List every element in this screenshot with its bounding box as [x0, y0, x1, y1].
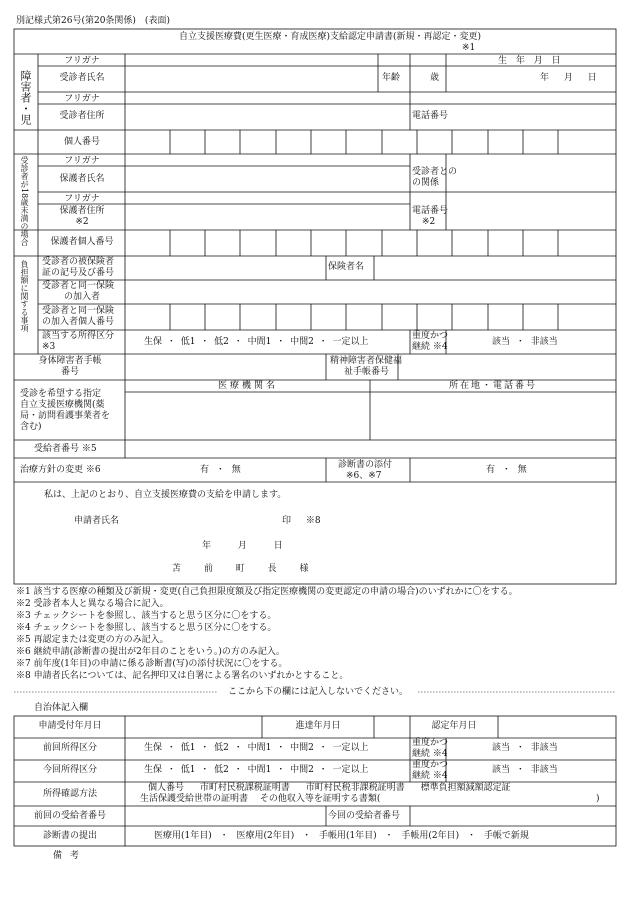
institution-label-line4: 含む)	[20, 422, 42, 432]
previous-income-options[interactable]: 生保 ・ 低1 ・ 低2 ・ 中間1 ・ 中間2 ・ 一定以上	[144, 743, 369, 753]
note-5: ※5 再認定または変更の方のみ記入。	[16, 635, 169, 645]
note-6: ※6 継続申請(診断書の提出が2年目のことをいう。)の方のみ記入。	[16, 647, 285, 657]
burden-section-label: 負担額に関する事項	[20, 260, 29, 332]
guardian-section-label: 受診者が18歳未満の場合	[20, 156, 29, 247]
relation-label-line1: 受診者との	[412, 167, 458, 177]
curr-severe-options[interactable]: 該当 ・ 非該当	[492, 765, 558, 775]
application-date-label: 申請受付年月日	[38, 721, 102, 731]
income-class-label-line1: 該当する所得区分	[42, 331, 115, 341]
note-4: ※4 チェックシートを参照し、該当すると思う区分に〇をする。	[16, 623, 277, 633]
applicant-name-label: 申請者氏名	[74, 516, 120, 526]
cut-line-label: ここから下の欄には記入しないでください。	[227, 687, 409, 697]
patient-address-furigana-label: フリガナ	[64, 94, 100, 104]
guardian-name-label: 保護者氏名	[59, 174, 105, 184]
institution-label-line3: 局・訪問看護事業者を	[20, 411, 111, 421]
curr-severe-label-line1: 重度かつ	[412, 760, 449, 770]
form-title: 自立支援医療費(更生医療・育成医療)支給認定申請書(新規・再認定・変更)	[178, 32, 482, 42]
prev-severe-label-line2: 継続 ※4	[412, 749, 448, 759]
municipal-section-title: 自治体記入欄	[34, 703, 89, 713]
same-insurance-label-line2: の加入者	[63, 292, 101, 302]
physical-disability-label-line1: 身体障害者手帳	[38, 356, 102, 366]
insurance-symbol-label-line1: 受診者の被保険者	[42, 257, 115, 267]
institution-label-line1: 受診を希望する指定	[20, 389, 102, 399]
insurance-symbol-label-line2: 証の記号及び番号	[42, 268, 115, 278]
guardian-address-furigana-label: フリガナ	[64, 194, 100, 204]
mental-disability-label-line1: 精神障害者保健福	[330, 356, 403, 366]
insurer-name-label: 保険者名	[328, 262, 365, 272]
seal-label: 印 ※8	[282, 516, 321, 526]
guardian-address-label: 保護者住所	[59, 206, 105, 216]
note-8: ※8 申請者氏名については、記名押印又は自署による署名のいずれかとすること。	[16, 671, 349, 681]
patient-section-label: 障害者・児	[19, 70, 32, 125]
physical-disability-label-line2: 番号	[60, 367, 80, 377]
mental-disability-label-line2: 祉手帳番号	[344, 367, 390, 377]
income-confirm-label: 所得確認方法	[42, 789, 98, 799]
income-confirm-close-paren: )	[596, 794, 600, 804]
current-recipient-number-label: 今回の受給者番号	[328, 811, 401, 821]
patient-address-label: 受診者住所	[59, 111, 105, 121]
institution-address-header: 所在地・電話番号	[448, 381, 538, 391]
application-statement: 私は、上記のとおり、自立支援医療費の支給を申請します。	[44, 490, 287, 500]
phone-label: 電話番号	[412, 111, 449, 121]
treatment-policy-label: 治療方針の変更 ※6	[20, 465, 101, 475]
current-income-label: 今回所得区分	[42, 765, 98, 775]
progress-date-label: 進達年月日	[295, 721, 341, 731]
note-2: ※2 受診者本人と異なる場合に記入。	[16, 599, 169, 609]
mayor-label: 苫 前 町 長 様	[172, 564, 309, 574]
birth-date-label: 生 年 月 日	[498, 56, 561, 66]
title-note-mark: ※1	[462, 43, 476, 53]
birth-date-slots: 年 月 日	[540, 73, 597, 83]
remarks-label: 備考	[52, 851, 88, 861]
diagnosis-attach-label-line1: 診断書の添付	[338, 460, 393, 470]
previous-recipient-number-label: 前回の受給者番号	[33, 811, 107, 821]
diagnosis-attach-label-line2: ※6、※7	[346, 471, 382, 481]
same-insurance-label-line1: 受診者と同一保険	[42, 281, 115, 291]
income-confirm-options-line1[interactable]: 個人番号 市町村民税課税証明書 市町村民税非課税証明書 標準負担額減額認定証	[148, 783, 511, 793]
previous-income-label: 前回所得区分	[42, 743, 98, 753]
severe-continuous-label-line2: 継続 ※4	[412, 342, 448, 352]
guardian-address-note: ※2	[75, 217, 89, 227]
prev-severe-label-line1: 重度かつ	[412, 738, 449, 748]
patient-furigana-label: フリガナ	[64, 56, 100, 66]
approval-date-label: 認定年月日	[431, 721, 477, 731]
relation-label-line2: の関係	[412, 178, 440, 188]
guardian-phone-note: ※2	[422, 217, 436, 227]
recipient-number-label: 受給者番号 ※5	[34, 444, 97, 454]
age-unit-label: 歳	[430, 73, 440, 83]
diagnosis-submission-options[interactable]: 医療用(1年目) ・ 医療用(2年目) ・ 手帳用(1年目) ・ 手帳用(2年目) ・ 手帳で新規	[154, 831, 529, 841]
treatment-policy-options[interactable]: 有 ・ 無	[200, 465, 241, 475]
institution-label-line2: 自立支援医療機関(薬	[20, 400, 105, 410]
same-insurance-number-label-line1: 受診者と同一保険	[42, 306, 115, 316]
note-7: ※7 前年度(1年目)の申請に係る診断書(写)の添付状況に〇をする。	[16, 659, 288, 669]
income-class-label-line2: ※3	[42, 342, 56, 352]
age-label: 年齢	[382, 73, 401, 83]
curr-severe-label-line2: 継続 ※4	[412, 771, 448, 781]
patient-individual-number-label: 個人番号	[63, 137, 101, 147]
diagnosis-attach-options[interactable]: 有 ・ 無	[486, 465, 527, 475]
income-confirm-options-line2[interactable]: 生活保護受給世帯の証明書 その他収入等を証明する書類(	[140, 794, 381, 804]
current-income-options[interactable]: 生保 ・ 低1 ・ 低2 ・ 中間1 ・ 中間2 ・ 一定以上	[144, 765, 369, 775]
patient-name-label: 受診者氏名	[59, 73, 105, 83]
income-class-options[interactable]: 生保 ・ 低1 ・ 低2 ・ 中間1 ・ 中間2 ・ 一定以上	[144, 337, 369, 347]
severe-options[interactable]: 該当 ・ 非該当	[492, 337, 558, 347]
guardian-individual-number-label: 保護者個人番号	[50, 237, 114, 247]
same-insurance-number-label-line2: の加入者個人番号	[42, 317, 115, 327]
prev-severe-options[interactable]: 該当 ・ 非該当	[492, 743, 558, 753]
diagnosis-submission-label: 診断書の提出	[42, 831, 98, 841]
severe-continuous-label-line1: 重度かつ	[412, 331, 449, 341]
institution-name-header: 医療機関名	[217, 381, 279, 391]
form-number-label: 別記様式第26号(第20条関係) (表面)	[16, 16, 170, 26]
guardian-furigana-label: フリガナ	[64, 156, 100, 166]
date-label: 年 月 日	[202, 541, 283, 551]
note-3: ※3 チェックシートを参照し、該当すると思う区分に〇をする。	[16, 611, 277, 621]
note-1: ※1 該当する医療の種類及び新規・変更(自己負担限度額及び指定医療機関の変更認定の申請の場合)のいずれかに〇をする。	[16, 587, 518, 597]
guardian-phone-label: 電話番号	[412, 206, 449, 216]
